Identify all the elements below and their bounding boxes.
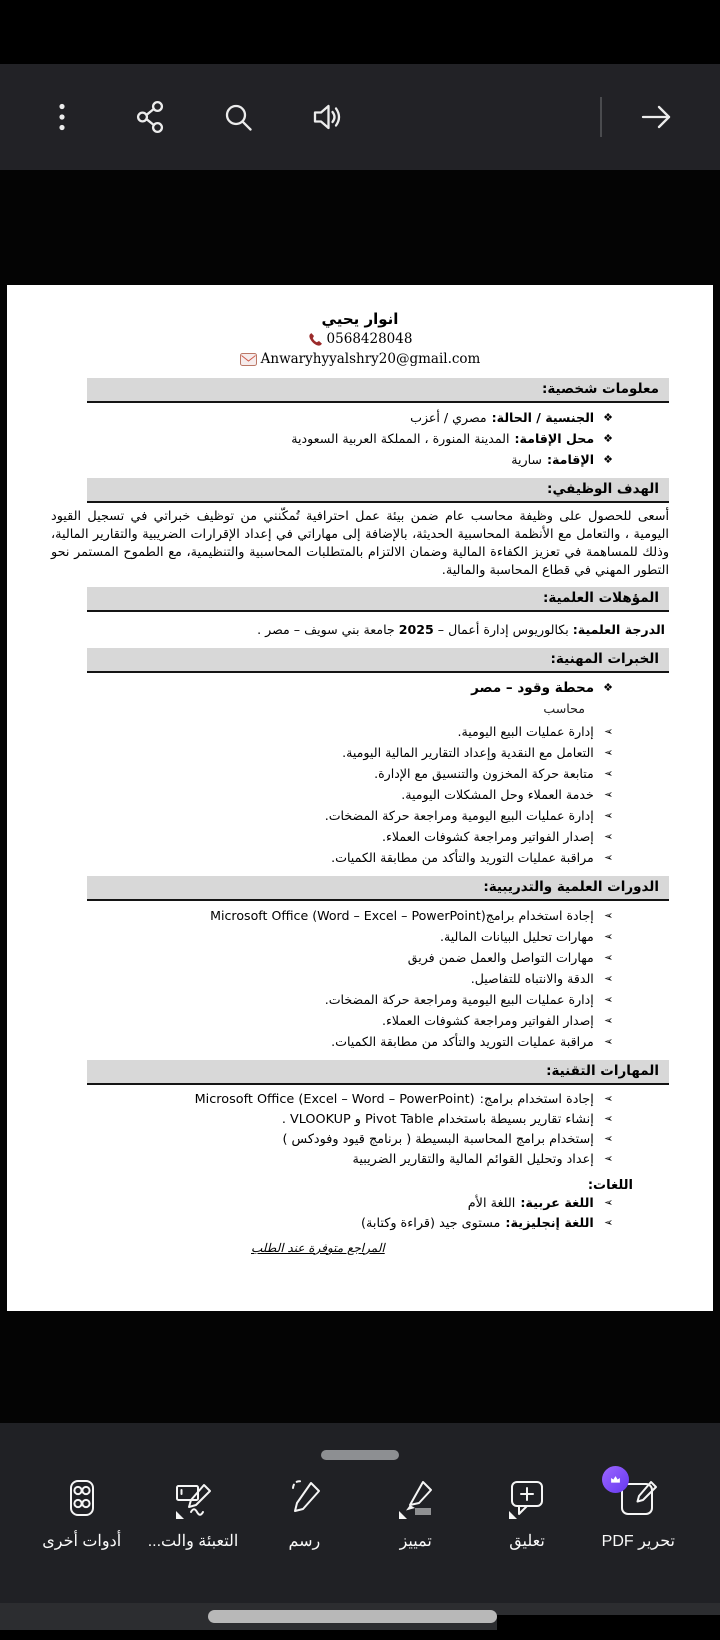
list-item: ➢ مهارات تحليل البيانات المالية.	[51, 927, 669, 948]
list-item: ➢ إدارة عمليات البيع اليومية ومراجعة حركة المضخات.	[51, 806, 669, 827]
list-item: ➢ إدارة عمليات البيع اليومية ومراجعة حركة المضخات.	[51, 990, 669, 1011]
tool-edit-pdf[interactable]: تحرير PDF	[583, 1475, 694, 1552]
phone-number: 0568428048	[326, 331, 413, 347]
strip-black-corner	[497, 1615, 720, 1630]
arrow-bullet-icon	[604, 1213, 613, 1233]
comment-icon	[504, 1475, 550, 1521]
bottom-black-edge	[0, 1630, 720, 1640]
list-item: ➢ إصدار الفواتير ومراجعة كشوفات العملاء.	[51, 1011, 669, 1032]
highlight-icon	[393, 1475, 439, 1521]
arrow-bullet-icon	[604, 1109, 613, 1129]
list-item: ❖ الجنسية / الحالة: مصري / أعزب	[51, 408, 669, 429]
sheet-drag-handle[interactable]	[321, 1450, 399, 1460]
arrow-bullet-icon	[604, 1032, 613, 1052]
fill-sign-icon	[170, 1475, 216, 1521]
resume-page	[7, 285, 713, 1311]
list-item: ➢ إستخدام برامج المحاسبة البسيطة ( برنامج قيود وفودكس )	[51, 1130, 669, 1150]
section-title-tech: المهارات التقنية:	[87, 1060, 669, 1085]
list-item: ❖ محل الإقامة: المدينة المنورة ، المملكة العربية السعودية	[51, 429, 669, 450]
list-item: ➢ إدارة عمليات البيع اليومية.	[51, 722, 669, 743]
search-button[interactable]	[220, 99, 256, 135]
read-aloud-button[interactable]	[308, 99, 344, 135]
list-item: ❖ الإقامة: سارية	[51, 450, 669, 471]
phone-icon	[308, 332, 323, 347]
more-menu-button[interactable]	[44, 99, 80, 135]
back-button[interactable]	[638, 99, 674, 135]
education-line: الدرجة العلمية: بكالوريوس إدارة أعمال – 2025 جامعة بني سويف – مصر .	[257, 621, 665, 637]
tool-more-tools[interactable]: أدوات أخرى	[26, 1475, 137, 1552]
toolbar-scrollbar-track	[0, 1603, 720, 1630]
resume-name: انوار يحيي	[321, 310, 399, 328]
arrow-bullet-icon	[604, 1149, 613, 1169]
tools-row	[0, 1475, 720, 1552]
section-title-experience: الخبرات المهنية:	[87, 648, 669, 673]
list-item: ➢ متابعة حركة المخزون والتنسيق مع الإدارة.	[51, 764, 669, 785]
list-item: ➢ اللغة عربية: اللغة الأم	[51, 1194, 669, 1214]
experience-role: محاسب	[543, 700, 585, 716]
share-icon	[132, 99, 168, 135]
list-item: ➢ التعامل مع النقدية وإعداد التقارير المالية اليومية.	[51, 743, 669, 764]
document-viewport[interactable]	[0, 170, 720, 1423]
section-title-education: المؤهلات العلمية:	[87, 587, 669, 612]
arrow-bullet-icon	[604, 1011, 613, 1031]
section-title-languages: اللغات:	[587, 1177, 633, 1193]
search-icon	[220, 99, 256, 135]
tool-comment[interactable]: تعليق	[471, 1475, 582, 1552]
list-item: ➢ الدقة والانتباه للتفاصيل.	[51, 969, 669, 990]
list-item: ➢ خدمة العملاء وحل المشكلات اليومية.	[51, 785, 669, 806]
arrow-bullet-icon	[604, 743, 613, 763]
section-title-personal: معلومات شخصية:	[87, 378, 669, 403]
arrow-bullet-icon	[604, 1193, 613, 1213]
bottom-tools-sheet	[0, 1423, 720, 1603]
tool-draw[interactable]: رسم	[249, 1475, 360, 1552]
section-title-courses: الدورات العلمية والتدريبية:	[87, 876, 669, 901]
top-toolbar	[0, 64, 720, 170]
list-item: ➢ اللغة إنجليزية: مستوى جيد (قراءة وكتابة)	[51, 1214, 669, 1234]
arrow-bullet-icon	[604, 806, 613, 826]
list-item: ➢ مهارات التواصل والعمل ضمن فريق	[51, 948, 669, 969]
arrow-bullet-icon	[604, 722, 613, 742]
toolbar-scrollbar-thumb[interactable]	[208, 1610, 497, 1623]
resume-email-row	[51, 349, 669, 369]
objective-text: أسعى للحصول على وظيفة محاسب عام ضمن بيئة عمل احترافية تُمكّنني من توظيف خبراتي في تسجيل القيود اليومية ، والتعامل مع الأنظمة المحاسبية الحديثة، بالإضافة إلى مهاراتي في إعداد الإقرارات الضريبية والتقارير المالية، وذلك للمساهمة في تعزيز الكفاءة المالية وضمان الالتزام بالمتطلبات المحاسبية والتنظيمية، مع الطموح المستمر نحو التطور المهني في قطاع المحاسبة والمالية.	[51, 509, 669, 578]
arrow-right-icon	[638, 99, 674, 135]
more-tools-icon	[59, 1475, 105, 1521]
experience-company: ❖ محطة وقود – مصر	[51, 678, 669, 699]
tool-fill-sign[interactable]: التعبئة والت...	[137, 1475, 248, 1552]
crown-icon	[608, 1472, 623, 1487]
list-item: ➢ مراقبة عمليات التوريد والتأكد من مطابقة الكميات.	[51, 1032, 669, 1053]
list-item: ➢ مراقبة عمليات التوريد والتأكد من مطابقة الكميات.	[51, 848, 669, 869]
share-button[interactable]	[132, 99, 168, 135]
speaker-icon	[308, 99, 344, 135]
arrow-bullet-icon	[604, 1129, 613, 1149]
arrow-bullet-icon	[604, 969, 613, 989]
email-address: Anwaryhyyalshry20@gmail.com	[260, 351, 481, 367]
arrow-bullet-icon	[604, 764, 613, 784]
list-item: ➢ إصدار الفواتير ومراجعة كشوفات العملاء.	[51, 827, 669, 848]
section-title-objective: الهدف الوظيفي:	[87, 478, 669, 503]
arrow-bullet-icon	[604, 827, 613, 847]
list-item: ➢ إنشاء تقارير بسيطة باستخدام Pivot Table و VLOOKUP .	[51, 1110, 669, 1130]
arrow-bullet-icon	[604, 990, 613, 1010]
kebab-menu-icon	[44, 99, 80, 135]
arrow-bullet-icon	[604, 927, 613, 947]
tool-highlight[interactable]: تمييز	[360, 1475, 471, 1552]
references-note: المراجع متوفرة عند الطلب	[251, 1240, 385, 1255]
list-item: ➢ إجادة استخدام برامج: Microsoft Office (Excel – Word – PowerPoint)	[51, 1090, 669, 1110]
arrow-bullet-icon	[604, 948, 613, 968]
list-item: ➢ إعداد وتحليل القوائم المالية والتقارير الضريبية	[51, 1150, 669, 1170]
list-item: ➢ إجادة استخدام برامج( Microsoft Office (Word – Excel – PowerPoint	[51, 906, 669, 927]
arrow-bullet-icon	[604, 1089, 613, 1109]
arrow-bullet-icon	[604, 848, 613, 868]
draw-icon	[281, 1475, 327, 1521]
arrow-bullet-icon	[604, 906, 613, 926]
status-bar	[0, 0, 720, 64]
toolbar-divider	[600, 97, 602, 137]
resume-phone-row	[51, 329, 669, 349]
email-icon	[240, 353, 257, 366]
arrow-bullet-icon	[604, 785, 613, 805]
